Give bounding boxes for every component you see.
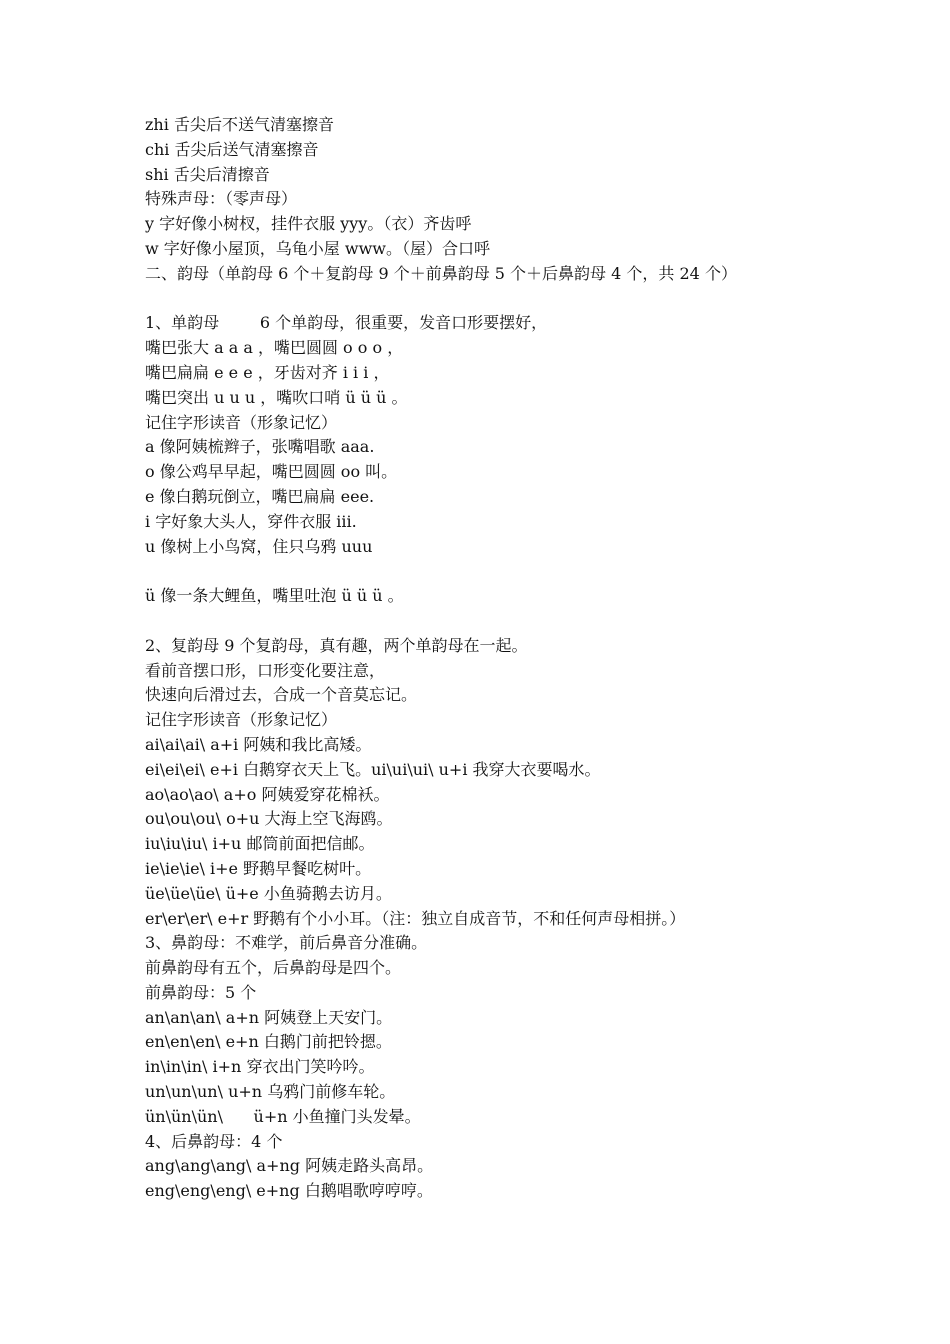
text-line-o: o 像公鸡早早起，嘴巴圆圆 oo 叫。 <box>145 462 398 482</box>
text-line-eng: eng\eng\eng\ e+ng 白鹅唱歌哼哼哼。 <box>145 1181 433 1201</box>
text-line-ao: ao\ao\ao\ a+o 阿姨爱穿花棉袄。 <box>145 784 390 804</box>
text-line-u: u 像树上小鸟窝，住只乌鸦 uuu <box>145 536 373 556</box>
text-line-slide: 快速向后滑过去，合成一个音莫忘记。 <box>145 685 418 705</box>
subsection-heading-simple-finals: 1、单韵母 6 个单韵母，很重要，发音口形要摆好， <box>145 313 548 333</box>
subsection-heading-back-nasal-finals: 4、后鼻韵母：4 个 <box>145 1131 283 1151</box>
text-line-vn: ün\ün\ün\ ü+n 小鱼撞门头发晕。 <box>145 1106 421 1126</box>
subsection-heading-compound-finals: 2、复韵母 9 个复韵母，真有趣，两个单韵母在一起。 <box>145 635 528 655</box>
text-line-an: an\an\an\ a+n 阿姨登上天安门。 <box>145 1007 393 1027</box>
text-line-ei-ui: ei\ei\ei\ e+i 白鹅穿衣天上飞。ui\ui\ui\ u+i 我穿大衣要喝水。 <box>145 759 601 779</box>
text-line-en: en\en\en\ e+n 白鹅门前把铃摁。 <box>145 1032 392 1052</box>
text-line-front-sound: 看前音摆口形，口形变化要注意， <box>145 660 386 680</box>
section-heading-finals: 二、韵母（单韵母 6 个＋复韵母 9 个＋前鼻韵母 5 个＋后鼻韵母 4 个，共 24 个） <box>145 263 737 283</box>
text-line-v: ü 像一条大鲤鱼，嘴里吐泡 ü ü ü 。 <box>145 586 404 606</box>
subsection-heading-nasal-finals: 3、鼻韵母：不难学，前后鼻音分准确。 <box>145 933 428 953</box>
text-line-mouth-flat: 嘴巴扁扁 e e e ，牙齿对齐 i i i ， <box>145 362 390 382</box>
text-line-ve: üe\üe\üe\ ü+e 小鱼骑鹅去访月。 <box>145 883 392 903</box>
text-line-mouth-open: 嘴巴张大 a a a ，嘴巴圆圆 o o o ， <box>145 338 404 358</box>
text-line-ai: ai\ai\ai\ a+i 阿姨和我比高矮。 <box>145 734 372 754</box>
text-line-nasal-count: 前鼻韵母有五个，后鼻韵母是四个。 <box>145 958 402 978</box>
text-line-in: in\in\in\ i+n 穿衣出门笑吟吟。 <box>145 1057 375 1077</box>
text-line-special-initials: 特殊声母：（零声母） <box>145 189 298 209</box>
text-line-ang: ang\ang\ang\ a+ng 阿姨走路头高昂。 <box>145 1156 434 1176</box>
text-line-shi: shi 舌尖后清擦音 <box>145 164 270 184</box>
text-line-ou: ou\ou\ou\ o+u 大海上空飞海鸥。 <box>145 809 393 829</box>
blank-line <box>145 609 845 634</box>
text-line-er: er\er\er\ e+r 野鹅有个小小耳。（注：独立自成音节，不和任何声母相拼。） <box>145 908 686 928</box>
text-line-e: e 像白鹅玩倒立，嘴巴扁扁 eee. <box>145 486 375 506</box>
blank-line <box>145 559 845 584</box>
text-line-w: w 字好像小屋顶，乌龟小屋 www。（屋）合口呼 <box>145 238 490 258</box>
blank-line <box>145 287 845 312</box>
text-line-a: a 像阿姨梳辫子，张嘴唱歌 aaa. <box>145 437 375 457</box>
text-line-chi: chi 舌尖后送气清塞擦音 <box>145 139 319 159</box>
text-line-zhi: zhi 舌尖后不送气清塞擦音 <box>145 115 334 134</box>
text-line-y: y 字好像小树杈，挂件衣服 yyy。（衣）齐齿呼 <box>145 214 472 234</box>
document-body <box>145 113 845 1204</box>
text-line-i: i 字好象大头人，穿件衣服 iii. <box>145 511 357 531</box>
text-line-memory-tip-2: 记住字形读音（形象记忆） <box>145 710 338 730</box>
text-line-front-nasal-heading: 前鼻韵母：5 个 <box>145 982 257 1002</box>
text-line-un: un\un\un\ u+n 乌鸦门前修车轮。 <box>145 1082 396 1102</box>
text-line-iu: iu\iu\iu\ i+u 邮筒前面把信邮。 <box>145 834 375 854</box>
text-line-memory-tip: 记住字形读音（形象记忆） <box>145 412 338 432</box>
text-line-ie: ie\ie\ie\ i+e 野鹅早餐吃树叶。 <box>145 858 372 878</box>
text-line-mouth-pout: 嘴巴突出 u u u ，嘴吹口哨 ü ü ü 。 <box>145 387 408 407</box>
